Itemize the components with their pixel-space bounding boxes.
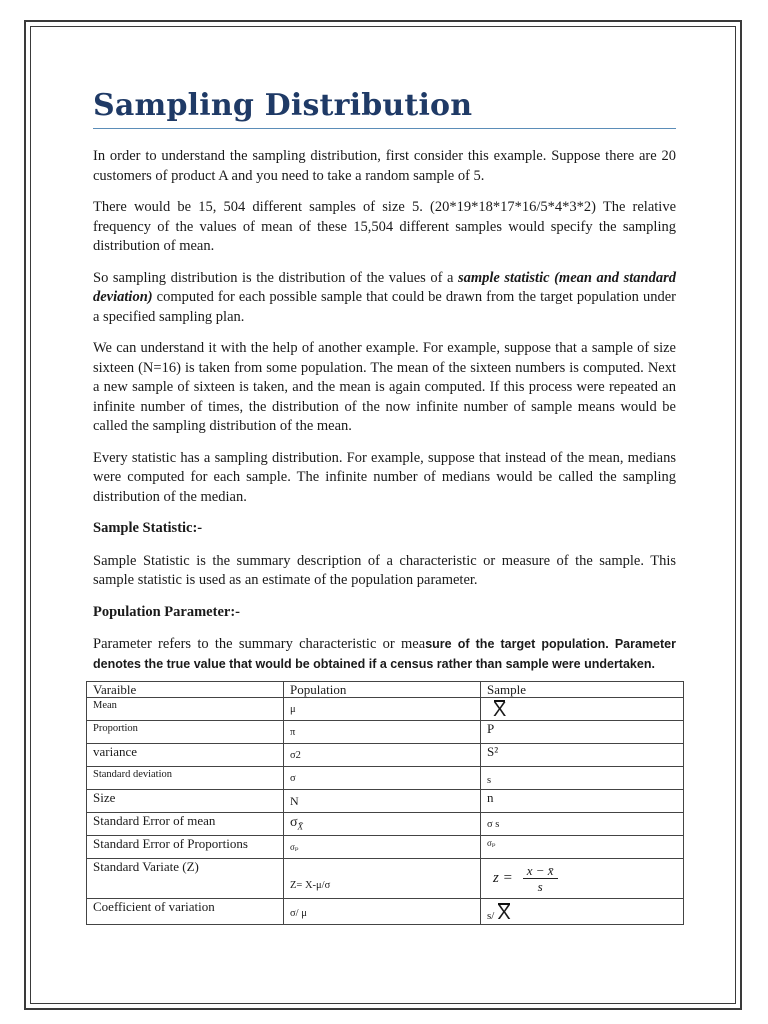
table-row	[87, 721, 684, 744]
cell-variable: Mean	[87, 698, 284, 721]
cell-variable: Standard Error of mean	[87, 813, 284, 836]
cell-sample: n	[481, 790, 684, 813]
cell-population: σ2	[290, 750, 301, 761]
table-row	[87, 744, 684, 767]
table-row	[87, 836, 684, 859]
cell-population: Z= X-μ/σ	[290, 880, 331, 891]
paragraph-parameter: Parameter refers to the summary characteristic or measure of the target population. Parameter denotes the true value that would be obtained if a census rather than sample were undertaken.	[93, 636, 676, 671]
paragraph-example: We can understand it with the help of another example. For example, suppose that a sample of size sixteen (N=16) is taken from some population. The mean of the sixteen numbers is computed. Next a new sample of sixteen is taken, and the mean is again computed. If this process were repeated an infinite number of times, the distribution of the now infinite number of sample means would be called the sampling distribution of the mean.	[93, 340, 676, 434]
cell-variable: Standard Error of Proportions	[87, 836, 284, 859]
paragraph-samples: There would be 15, 504 different samples of size 5. (20*19*18*17*16/5*4*3*2) The relative frequency of the values of mean of these 15,504 different samples would specify the sampling distribution of mean.	[93, 199, 676, 254]
table-row	[87, 698, 684, 721]
cell-population: σ/ μ	[290, 908, 307, 919]
cell-sample: S²	[481, 744, 684, 767]
cell-population: N	[290, 794, 299, 808]
header-population: Population	[284, 682, 481, 698]
paragraph-intro: In order to understand the sampling distribution, first consider this example. Suppose there are 20 customers of product A and you need to take a random sample of 5.	[93, 148, 676, 184]
cell-population: σ	[290, 815, 298, 830]
cell-variable: Standard deviation	[87, 767, 284, 790]
x-bar-subscript: X̄	[297, 821, 304, 832]
cell-sample: σ s	[487, 819, 500, 830]
cell-population: σ	[290, 773, 296, 784]
cell-variable: Standard Variate (Z)	[87, 859, 284, 899]
cell-variable: variance	[87, 744, 284, 767]
cell-sample: σₚ	[487, 838, 496, 848]
paragraph-median: Every statistic has a sampling distribution. For example, suppose that instead of the mean, medians were computed for each sample. The infinite number of medians would be called the sampling distribution of the median.	[93, 449, 676, 505]
table-row: Coefficient of variation σ/ μ s/ X	[87, 899, 684, 925]
cell-sample: s	[487, 775, 492, 786]
table-row	[87, 813, 684, 836]
table-row	[87, 790, 684, 813]
header-sample: Sample	[481, 682, 684, 698]
cell-variable: Coefficient of variation	[87, 899, 284, 925]
table-header-row	[87, 682, 684, 698]
cell-variable: Size	[87, 790, 284, 813]
table-row	[87, 767, 684, 790]
heading-population-parameter: Population Parameter:-	[93, 603, 240, 620]
cell-population: π	[290, 727, 296, 738]
x-bar-symbol: X	[493, 699, 507, 721]
paragraph-definition: So sampling distribution is the distribution of the values of a sample statistic (mean and standard deviation) computed for each possible sample that could be drawn from the target population under a specified sampling plan.	[93, 269, 676, 325]
heading-sample-statistic: Sample Statistic:-	[93, 520, 203, 536]
emphasis-sample-statistic: sample statistic (mean and standard deviation)	[93, 269, 676, 305]
page-title: Sampling Distribution	[93, 88, 473, 123]
table-row	[87, 859, 684, 899]
cell-sample: P	[481, 721, 684, 744]
cell-population: μ	[290, 704, 296, 715]
paragraph-sample-statistic: Sample Statistic is the summary description of a characteristic or measure of the sample. This sample statistic is used as an estimate of the population parameter.	[93, 552, 676, 588]
x-bar-symbol: X	[497, 902, 511, 924]
header-variable: Varaible	[87, 682, 284, 698]
document-body	[93, 86, 676, 686]
cell-variable: Proportion	[87, 721, 284, 744]
notation-table	[86, 681, 684, 925]
title-underline	[93, 128, 676, 129]
z-score-formula: z = $\frac{x - x̄}{s}$	[493, 863, 558, 894]
cell-population: σₚ	[290, 842, 299, 852]
